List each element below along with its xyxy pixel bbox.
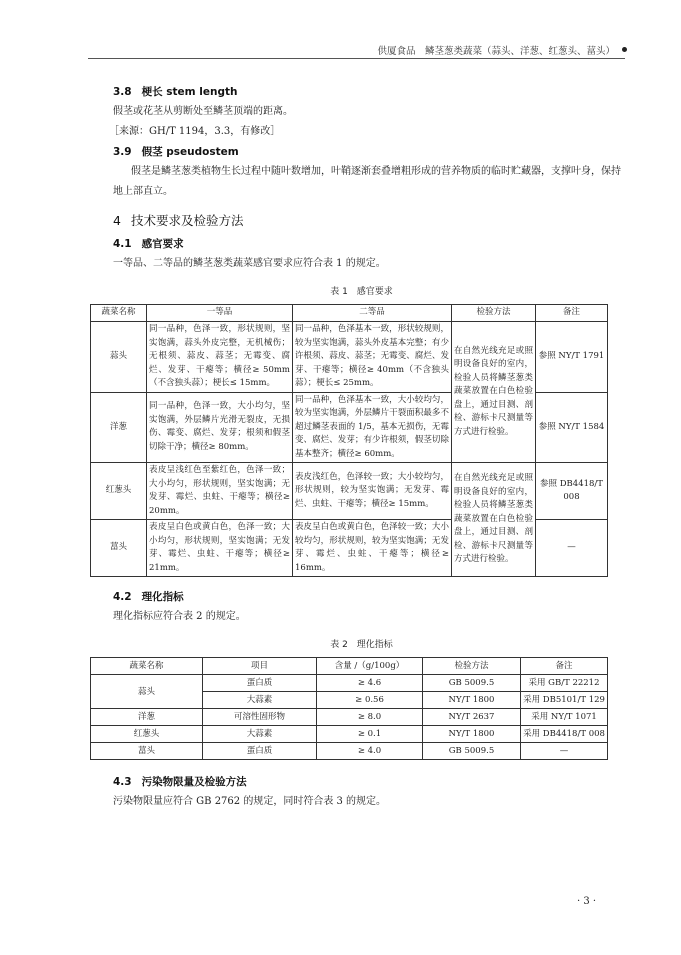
column-header: 蔬菜名称 xyxy=(91,658,203,675)
section-4-3-heading xyxy=(113,772,610,792)
section-title: 技术要求及检验方法 xyxy=(130,213,244,228)
cell-method: GB 5009.5 xyxy=(423,675,521,692)
cell-method: GB 5009.5 xyxy=(423,743,521,760)
table-row xyxy=(91,743,608,760)
cell-note: — xyxy=(521,743,608,760)
column-header: 备注 xyxy=(536,305,608,322)
cell-note: — xyxy=(536,520,608,577)
section-3-9-heading xyxy=(113,142,610,162)
cell-item: 蛋白质 xyxy=(203,743,317,760)
cell-second-grade: 同一品种，色泽基本一致，形状较规则，较为坚实饱满，蒜头外皮基本完整；有少许根须、蒜皮、蒜茎；无霉变、腐烂、发芽、干瘪等；横径≥ 40mm（不含独头蒜）；梗长≤ 25mm。 xyxy=(293,322,452,393)
cell-method: 在自然光线充足或照明设备良好的室内，检验人员将鳞茎葱类蔬菜放置在白色检验盘上，通过目测、剖检、游标卡尺测量等方式进行检验。 xyxy=(452,322,536,463)
table-row xyxy=(91,726,608,743)
cell-first-grade: 同一品种，色泽一致，大小均匀，坚实饱满，外层鳞片光滑无裂皮，无损伤、霉变、腐烂、发芽；根须和假茎切除干净；横径≥ 80mm。 xyxy=(147,392,293,463)
cell-value: ≥ 4.0 xyxy=(317,743,423,760)
cell-second-grade: 表皮浅红色，色泽较一致；大小较均匀，形状规则，较为坚实饱满；无发芽、霉烂、虫蛀、干瘪等；横径≥ 15mm。 xyxy=(293,463,452,520)
section-4-1-heading xyxy=(113,234,610,254)
cell-item: 大蒜素 xyxy=(203,692,317,709)
cell-name: 洋葱 xyxy=(91,709,203,726)
table-1 xyxy=(90,304,608,577)
table-row xyxy=(91,675,608,692)
table-1-caption: 表 1 感官要求 xyxy=(330,287,393,297)
column-header: 项目 xyxy=(203,658,317,675)
cell-name: 红葱头 xyxy=(91,726,203,743)
cell-note: 参照 NY/T 1791 xyxy=(536,322,608,393)
section-title: 梗长 stem length xyxy=(141,86,238,98)
cell-value: ≥ 0.56 xyxy=(317,692,423,709)
table-row xyxy=(91,709,608,726)
cell-first-grade: 同一品种，色泽一致，形状规则，坚实饱满，蒜头外皮完整，无机械伤；无根须、蒜皮、蒜茎；无霉变、腐烂、发芽、干瘪等；横径≥ 50mm（不含独头蒜）；梗长≤ 15mm。 xyxy=(147,322,293,393)
section-number: 3.8 xyxy=(113,86,132,98)
cell-item: 蛋白质 xyxy=(203,675,317,692)
table-2-caption: 表 2 理化指标 xyxy=(330,640,393,650)
section-number: 4.3 xyxy=(113,776,132,788)
cell-second-grade: 表皮呈白色或黄白色，色泽较一致；大小较均匀，形状规则，较为坚实饱满；无发芽、霉烂、虫蛀、干瘪等；横径≥ 16mm。 xyxy=(293,520,452,577)
section-4-heading xyxy=(113,208,610,234)
cell-note: 参照 DB4418/T 008 xyxy=(536,463,608,520)
document-body xyxy=(101,82,621,812)
cell-note: 采用 DB5101/T 129 xyxy=(521,692,608,709)
section-number: 4 xyxy=(113,213,121,228)
table-row xyxy=(91,322,608,393)
table-header-row xyxy=(91,658,608,675)
cell-first-grade: 表皮呈白色或黄白色，色泽一致；大小均匀，形状规则，坚实饱满；无发芽、霉烂、虫蛀、干瘪等；横径≥ 21mm。 xyxy=(147,520,293,577)
cell-value: ≥ 8.0 xyxy=(317,709,423,726)
cell-name: 葍头 xyxy=(91,743,203,760)
table-2 xyxy=(90,657,608,760)
section-title: 感官要求 xyxy=(141,238,184,250)
section-3-8-heading xyxy=(113,82,610,102)
cell-first-grade: 表皮呈浅红色至紫红色，色泽一致；大小均匀，形状规则，坚实饱满；无发芽、霉烂、虫蛀、干瘪等；横径≥ 20mm。 xyxy=(147,463,293,520)
section-title: 污染物限量及检验方法 xyxy=(141,776,247,788)
page-header xyxy=(88,39,625,59)
cell-name: 蒜头 xyxy=(91,322,147,393)
cell-method: NY/T 1800 xyxy=(423,726,521,743)
column-header: 蔬菜名称 xyxy=(91,305,147,322)
cell-name: 洋葱 xyxy=(91,392,147,463)
section-3-8-source: ［来源：GH/T 1194，3.3，有修改］ xyxy=(109,126,281,137)
cell-name: 葍头 xyxy=(91,520,147,577)
header-title: 供厦食品 鳞茎葱类蔬菜（蒜头、洋葱、红葱头、葍头） xyxy=(377,46,615,57)
section-4-1-text: 一等品、二等品的鳞茎葱类蔬菜感官要求应符合表 1 的规定。 xyxy=(113,258,386,269)
column-header: 备注 xyxy=(521,658,608,675)
cell-item: 大蒜素 xyxy=(203,726,317,743)
cell-note: 参照 NY/T 1584 xyxy=(536,392,608,463)
cell-value: ≥ 4.6 xyxy=(317,675,423,692)
section-title: 假茎 pseudostem xyxy=(141,146,239,158)
table-row xyxy=(91,463,608,520)
section-3-8-text: 假茎或花茎从剪断处至鳞茎顶端的距离。 xyxy=(113,106,293,117)
section-number: 4.1 xyxy=(113,238,132,250)
section-3-9-text: 假茎是鳞茎葱类植物生长过程中随叶数增加，叶鞘逐渐套叠增粗形成的营养物质的临时贮藏器，支撑叶身，保持地上部直立。 xyxy=(113,166,621,197)
cell-note: 采用 DB4418/T 008 xyxy=(521,726,608,743)
header-dot-icon xyxy=(622,47,627,52)
section-title: 理化指标 xyxy=(141,591,184,603)
cell-value: ≥ 0.1 xyxy=(317,726,423,743)
cell-method: NY/T 1800 xyxy=(423,692,521,709)
column-header: 含量 /（g/100g） xyxy=(317,658,423,675)
column-header: 二等品 xyxy=(293,305,452,322)
cell-note: 采用 GB/T 22212 xyxy=(521,675,608,692)
section-number: 3.9 xyxy=(113,146,132,158)
cell-second-grade: 同一品种，色泽基本一致，大小较均匀，较为坚实饱满，外层鳞片干裂面积最多不超过鳞茎表面的 1/5，基本无损伤，无霉变、腐烂、发芽；有少许根须，假茎切除基本整齐；横径≥ 60mm。 xyxy=(293,392,452,463)
section-4-2-heading xyxy=(113,587,610,607)
table-header-row xyxy=(91,305,608,322)
page-number: · 3 · xyxy=(577,896,597,907)
cell-method: NY/T 2637 xyxy=(423,709,521,726)
cell-method: 在自然光线充足或照明设备良好的室内，检验人员将鳞茎葱类蔬菜放置在白色检验盘上，通过目测、剖检、游标卡尺测量等方式进行检验。 xyxy=(452,463,536,577)
section-4-3-text: 污染物限量应符合 GB 2762 的规定，同时符合表 3 的规定。 xyxy=(113,796,387,807)
cell-name: 蒜头 xyxy=(91,675,203,709)
column-header: 一等品 xyxy=(147,305,293,322)
cell-name: 红葱头 xyxy=(91,463,147,520)
column-header: 检验方法 xyxy=(452,305,536,322)
column-header: 检验方法 xyxy=(423,658,521,675)
cell-item: 可溶性固形物 xyxy=(203,709,317,726)
cell-note: 采用 NY/T 1071 xyxy=(521,709,608,726)
section-number: 4.2 xyxy=(113,591,132,603)
section-4-2-text: 理化指标应符合表 2 的规定。 xyxy=(113,611,246,622)
